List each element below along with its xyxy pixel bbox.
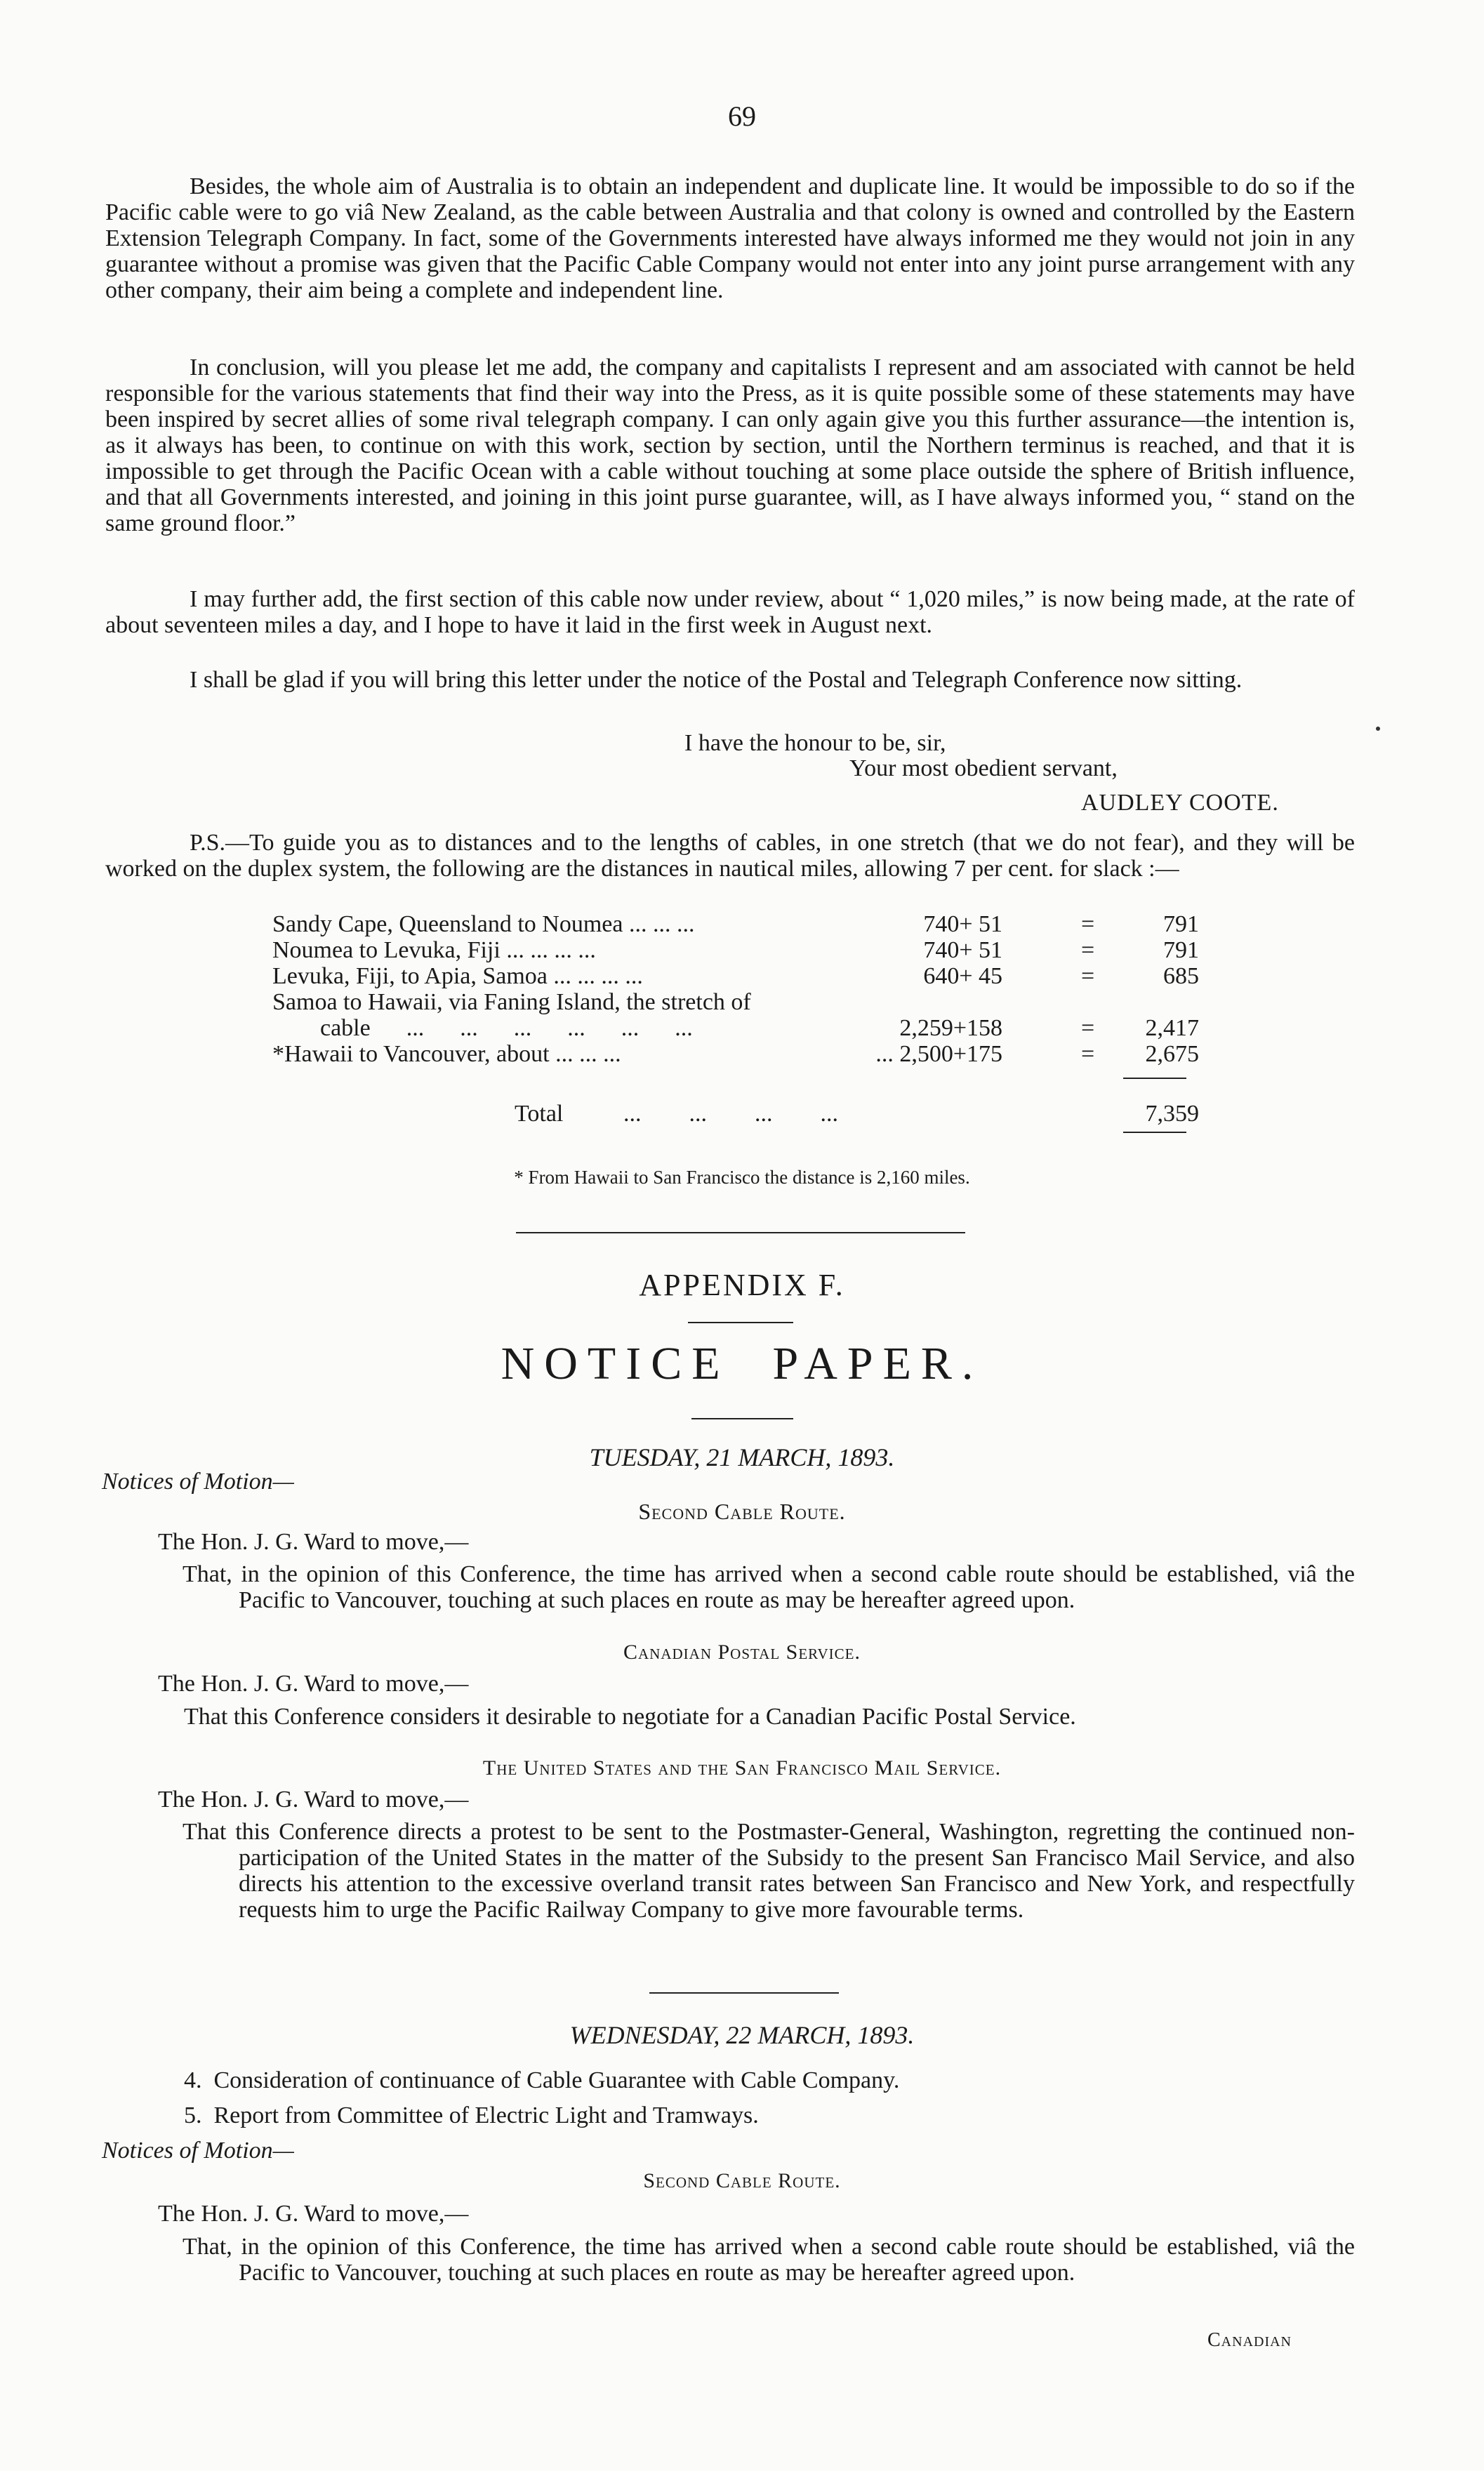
day1-motion1-text: That, in the opinion of this Conference, the time has arrived when a second cable route should be established, viâ the Pacific to Vancouver, touching at such places en route as may be hereafter agreed upon. <box>183 1561 1355 1613</box>
table-total-row <box>272 1101 1199 1127</box>
day2-motion-heading: Second Cable Route. <box>643 2169 841 2192</box>
day2-date: WEDNESDAY, 22 MARCH, 1893. <box>569 2021 915 2049</box>
table-footnote: * From Hawaii to San Francisco the distance is 2,160 miles. <box>514 1167 970 1188</box>
table-cell-equals: = <box>1081 1041 1095 1067</box>
table-row <box>272 963 1199 989</box>
title-divider <box>691 1418 793 1419</box>
letter-paragraph-1: Besides, the whole aim of Australia is to obtain an independent and duplicate line. It would be impossible to do so if the Pacific cable were to go viâ New Zealand, as the cable between Australia and that colony is owned and controlled by the Eastern Extension Telegraph Company. In fact, some of the Governments interested have always informed me they would not join in any guarantee without a promise was given that the Pacific Cable Company would not enter into any joint purse arrangement with any other company, their aim being a complete and independent line. <box>105 173 1355 303</box>
table-cell-place: Samoa to Hawaii, via Faning Island, the stretch of <box>272 989 751 1015</box>
table-cell-place: Sandy Cape, Queensland to Noumea ... ... ... <box>272 911 695 937</box>
table-cell-place: Levuka, Fiji, to Apia, Samoa ... ... ... ... <box>272 963 643 989</box>
letter-paragraph-2: In conclusion, will you please let me add, the company and capitalists I represent and am associated with cannot be held responsible for the various statements that find their way into the Press, as it is quite possible some of these statements may have been inspired by secret allies of some rival telegraph company. I can only again give you this further assurance—the intention is, as it always has been, to continue on with this work, section by section, until the Northern terminus is reached, and that it is impossible to get through the Pacific Ocean with a cable without touching at some place outside the sphere of British influence, and that all Governments interested, and joining in this joint purse guarantee, will, as I have always informed you, “ stand on the same ground floor.” <box>105 355 1355 536</box>
total-value: 7,359 <box>1145 1101 1199 1127</box>
day2-motion-text: That, in the opinion of this Conference, the time has arrived when a second cable route should be established, viâ the Pacific to Vancouver, touching at such places en route as may be hereafter agreed upon. <box>183 2234 1355 2286</box>
day1-date: TUESDAY, 21 MARCH, 1893. <box>589 1443 895 1471</box>
day1-motion2-text: That this Conference considers it desirable to negotiate for a Canadian Pacific Postal Service. <box>184 1704 1076 1730</box>
appendix-heading: APPENDIX F. <box>639 1268 845 1302</box>
appendix-divider <box>688 1322 793 1323</box>
table-cell-equals: = <box>1081 911 1095 937</box>
total-dots: ... ... ... ... <box>623 1101 838 1127</box>
day1-motion3-text: That this Conference directs a protest to be sent to the Postmaster-General, Washington, regretting the continued non-participation of the United States in the matter of the Subsidy to the present San Francisco Mail Service, and also directs his attention to the excessive overland transit rates between San Francisco and New York, and respectfully requests him to urge the Pacific Railway Company to give more favourable terms. <box>183 1819 1355 1923</box>
table-cell-place: *Hawaii to Vancouver, about ... ... ... <box>272 1041 621 1067</box>
closing-line-1: I have the honour to be, sir, <box>684 730 946 756</box>
table-row <box>272 1015 1199 1041</box>
table-cell-place: Noumea to Levuka, Fiji ... ... ... ... <box>272 937 596 963</box>
margin-dot <box>1376 727 1380 731</box>
table-row <box>272 937 1199 963</box>
catchword: Canadian <box>1207 2329 1292 2351</box>
table-row <box>272 989 1199 1015</box>
table-cell-distance: 740+ 51 <box>923 937 1002 963</box>
day1-motion2-mover: The Hon. J. G. Ward to move,— <box>158 1671 469 1697</box>
table-cell-equals: = <box>1081 1015 1095 1041</box>
page-number: 69 <box>728 100 756 132</box>
letter-paragraph-4: I shall be glad if you will bring this letter under the notice of the Postal and Telegraph Conference now sitting. <box>190 667 1243 693</box>
table-cell-total: 685 <box>1163 963 1199 989</box>
table-cell-distance: 640+ 45 <box>923 963 1002 989</box>
day-divider <box>649 1992 839 1994</box>
table-cell-place: cable ... ... ... ... ... ... <box>272 1015 693 1041</box>
day1-notices-label: Notices of Motion— <box>102 1469 294 1495</box>
table-cell-total: 2,417 <box>1145 1015 1199 1041</box>
table-cell-total: 791 <box>1163 937 1199 963</box>
table-cell-distance: ... 2,500+175 <box>875 1041 1002 1067</box>
day1-motion3-heading: The United States and the San Francisco Mail Service. <box>482 1756 1002 1780</box>
total-rule-bottom <box>1123 1132 1186 1133</box>
table-cell-total: 791 <box>1163 911 1199 937</box>
day1-motion1-mover: The Hon. J. G. Ward to move,— <box>158 1529 469 1555</box>
letter-paragraph-3: I may further add, the first section of this cable now under review, about “ 1,020 miles,” is now being made, at the rate of about seventeen miles a day, and I hope to have it laid in the first week in August next. <box>105 586 1355 638</box>
day2-item-4: 4. Consideration of continuance of Cable Guarantee with Cable Company. <box>184 2067 900 2093</box>
section-divider <box>516 1232 965 1233</box>
table-row <box>272 911 1199 937</box>
day2-motion-mover: The Hon. J. G. Ward to move,— <box>158 2201 469 2227</box>
day1-motion2-heading: Canadian Postal Service. <box>623 1641 861 1664</box>
day1-motion3-mover: The Hon. J. G. Ward to move,— <box>158 1787 469 1813</box>
signature: AUDLEY COOTE. <box>1081 790 1279 816</box>
notice-paper-title: NOTICE PAPER. <box>501 1338 983 1389</box>
day1-motion1-heading: Second Cable Route. <box>638 1499 846 1524</box>
day2-item-5: 5. Report from Committee of Electric Light and Tramways. <box>184 2102 759 2128</box>
postscript: P.S.—To guide you as to distances and to the lengths of cables, in one stretch (that we do not fear), and they will be worked on the duplex system, the following are the distances in nautical miles, allowing 7 per cent. for slack :— <box>105 830 1355 882</box>
total-label: Total <box>515 1101 564 1127</box>
day2-notices-label: Notices of Motion— <box>102 2138 294 2164</box>
table-row <box>272 1041 1199 1067</box>
closing-line-2: Your most obedient servant, <box>849 755 1118 781</box>
table-cell-equals: = <box>1081 963 1095 989</box>
table-cell-distance: 2,259+158 <box>899 1015 1002 1041</box>
table-cell-distance: 740+ 51 <box>923 911 1002 937</box>
table-cell-equals: = <box>1081 937 1095 963</box>
total-rule-top <box>1123 1078 1186 1079</box>
table-cell-total: 2,675 <box>1145 1041 1199 1067</box>
